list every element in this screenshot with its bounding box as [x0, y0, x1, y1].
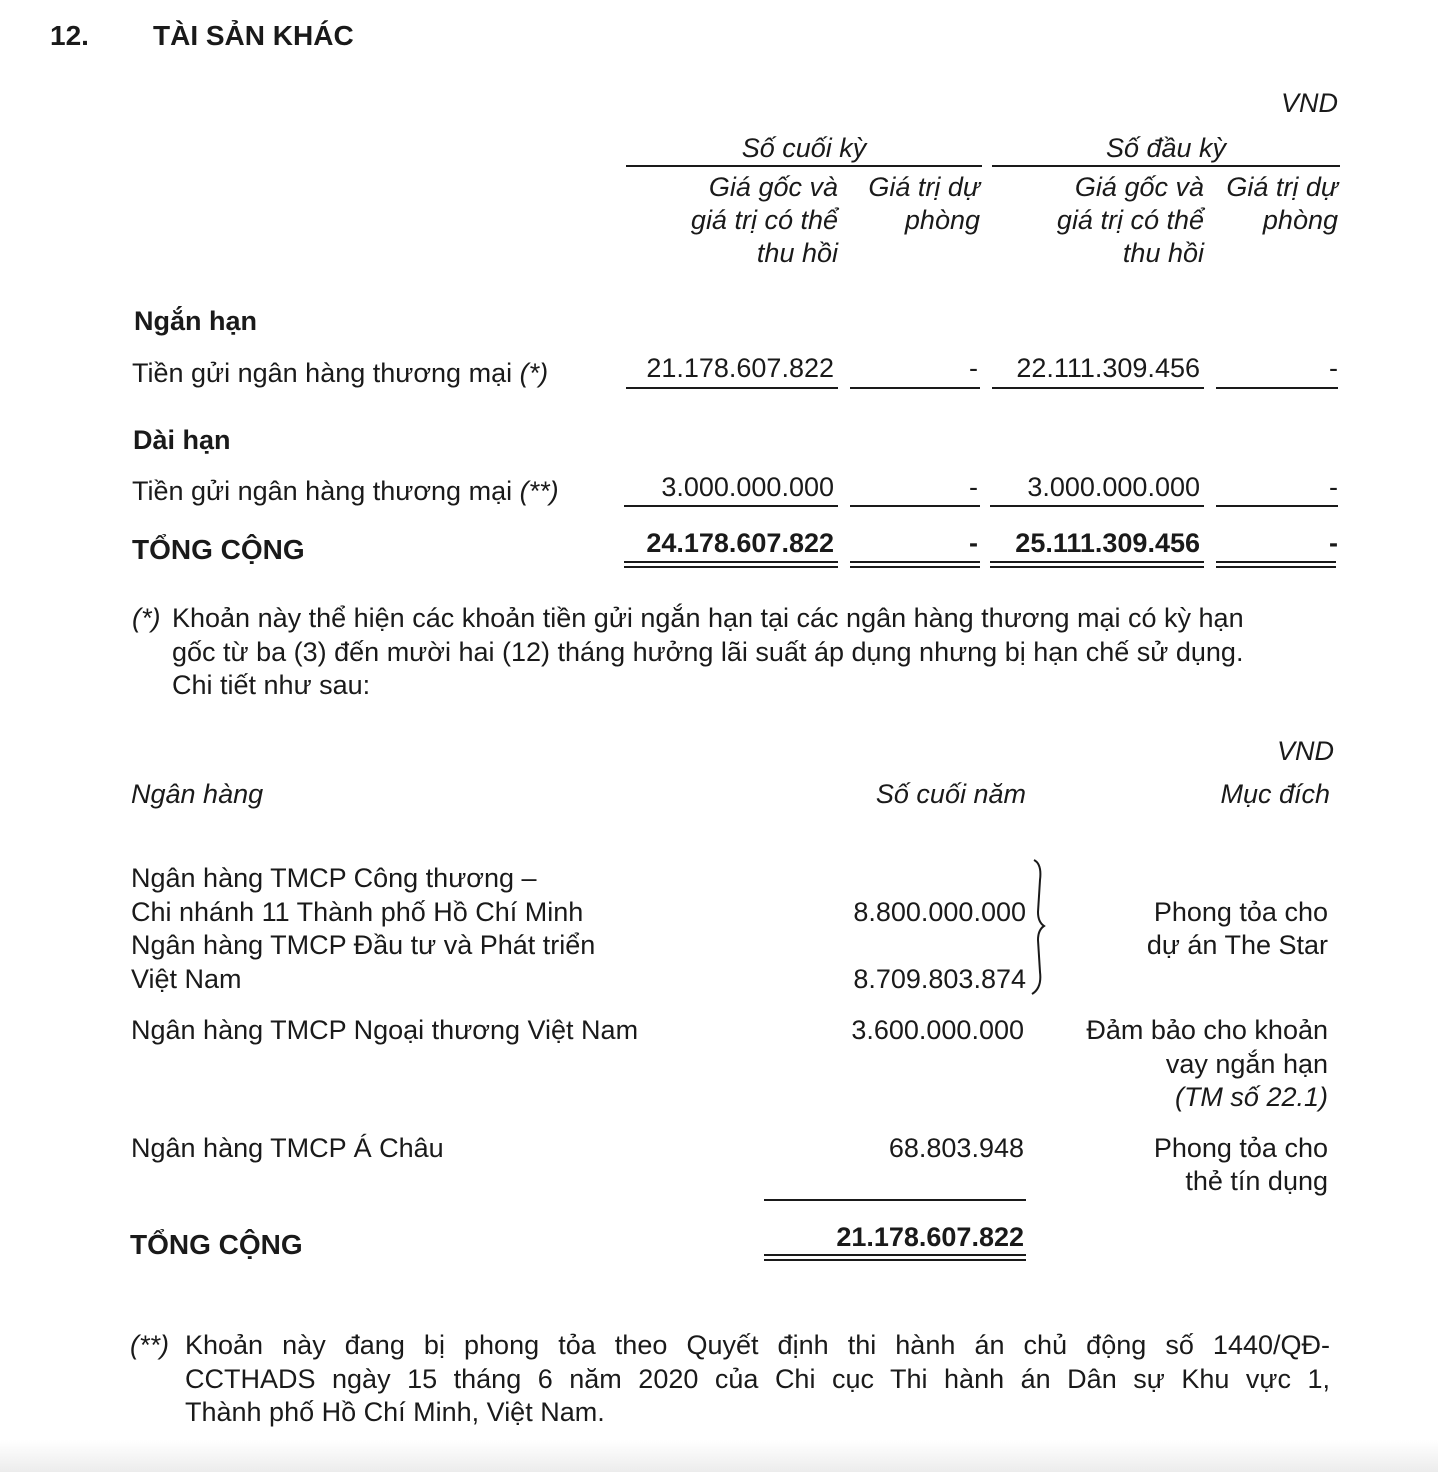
row-label-text: Tiền gửi ngân hàng thương mại [132, 476, 513, 506]
short-term-row-label [132, 358, 548, 389]
note2-line2: CCTHADS ngày 15 tháng 6 năm 2020 của Chi cục Thi hành án Dân sự Khu vực 1, [185, 1364, 1330, 1394]
col-header-provision-end-l1: Giá trị dự [868, 172, 980, 202]
note-mark: (**) [519, 476, 559, 506]
col-header-purpose: Mục đích [1220, 779, 1330, 809]
purpose-row12-line2: dự án The Star [1146, 930, 1328, 960]
short-term-begin-cost: 22.111.309.456 [1016, 353, 1200, 383]
total2-label: TỔNG CỘNG [130, 1229, 303, 1260]
rule [1216, 566, 1336, 568]
rule [1216, 505, 1338, 507]
col-header-bank: Ngân hàng [131, 779, 264, 809]
rule [624, 505, 838, 507]
amount-row3: 3.600.000.000 [851, 1015, 1024, 1045]
total-end-cost: 24.178.607.822 [646, 528, 834, 558]
bank-row3: Ngân hàng TMCP Ngoại thương Việt Nam [131, 1015, 639, 1045]
note2-mark: (**) [130, 1330, 169, 1360]
col-header-cost-begin-l1: Giá gốc và [1074, 172, 1204, 202]
long-term-end-cost: 3.000.000.000 [661, 472, 834, 502]
long-term-begin-cost: 3.000.000.000 [1027, 472, 1200, 502]
total-label: TỔNG CỘNG [132, 534, 305, 565]
col-header-amount: Số cuối năm [875, 779, 1026, 809]
rule [764, 1254, 1026, 1256]
col-header-provision-begin-l1: Giá trị dự [1226, 172, 1338, 202]
rule [992, 387, 1204, 389]
amount-row4: 68.803.948 [888, 1133, 1024, 1163]
note1-line2: gốc từ ba (3) đến mười hai (12) tháng hưởng lãi suất áp dụng nhưng bị hạn chế sử dụng. [172, 637, 1244, 667]
long-term-end-provision: - [969, 472, 978, 502]
bank-row1-line1: Ngân hàng TMCP Công thương – [131, 863, 537, 893]
rule [1216, 387, 1338, 389]
section-title: TÀI SẢN KHÁC [153, 20, 354, 51]
rule [626, 387, 838, 389]
group-header-end: Số cuối kỳ [741, 133, 867, 163]
total-end-provision: - [969, 528, 978, 558]
rule [624, 561, 838, 563]
long-term-row-label [132, 476, 559, 507]
section-number: 12. [50, 20, 89, 51]
col-header-provision-begin-l2: phòng [1262, 205, 1338, 235]
group-underline-end [626, 165, 982, 167]
rule [850, 505, 980, 507]
long-term-begin-provision: - [1329, 472, 1338, 502]
col-header-cost-end-l3: thu hồi [756, 238, 838, 268]
bank-row4: Ngân hàng TMCP Á Châu [131, 1133, 444, 1163]
purpose-row3-line2: vay ngắn hạn [1165, 1049, 1328, 1079]
col-header-cost-end-l2: giá trị có thể [690, 205, 838, 235]
rule [624, 566, 838, 568]
purpose-row4-line2: thẻ tín dụng [1185, 1166, 1328, 1196]
rule [850, 561, 980, 563]
group-underline-begin [992, 165, 1340, 167]
brace-icon [1020, 856, 1056, 996]
note1-line1: Khoản này thể hiện các khoản tiền gửi ngắn hạn tại các ngân hàng thương mại có kỳ hạn [172, 603, 1244, 633]
row-label-text: Tiền gửi ngân hàng thương mại [132, 358, 513, 388]
short-term-end-provision: - [969, 353, 978, 383]
rule [990, 505, 1204, 507]
bank-row2-line1: Ngân hàng TMCP Đầu tư và Phát triển [131, 930, 596, 960]
bank-row1-line2: Chi nhánh 11 Thành phố Hồ Chí Minh [131, 897, 584, 927]
group-header-begin: Số đầu kỳ [1105, 133, 1227, 163]
total-begin-cost: 25.111.309.456 [1015, 528, 1200, 558]
page-edge [0, 1440, 1438, 1472]
bank-row2-line2: Việt Nam [131, 964, 242, 994]
rule [850, 566, 980, 568]
note2-line1: Khoản này đang bị phong tỏa theo Quyết định thi hành án chủ động số 1440/QĐ- [185, 1330, 1330, 1360]
note-mark: (*) [519, 358, 549, 388]
total-begin-provision: - [1329, 528, 1338, 558]
col-header-provision-end-l2: phòng [904, 205, 980, 235]
rule [990, 561, 1204, 563]
note1-line3: Chi tiết như sau: [172, 670, 371, 700]
purpose-row3-line1: Đảm bảo cho khoản [1086, 1015, 1328, 1045]
note1-mark: (*) [132, 603, 161, 633]
short-term-begin-provision: - [1329, 353, 1338, 383]
amount-row1: 8.800.000.000 [853, 897, 1026, 927]
rule [990, 566, 1204, 568]
col-header-cost-begin-l2: giá trị có thể [1056, 205, 1204, 235]
unit-label: VND [1280, 88, 1338, 118]
short-term-heading: Ngắn hạn [134, 306, 258, 336]
col-header-cost-begin-l3: thu hồi [1122, 238, 1204, 268]
col-header-cost-end-l1: Giá gốc và [708, 172, 838, 202]
rule [764, 1259, 1026, 1261]
purpose-row4-line1: Phong tỏa cho [1153, 1133, 1328, 1163]
unit-label-2: VND [1276, 736, 1334, 766]
rule [764, 1199, 1026, 1201]
rule [850, 387, 980, 389]
amount-row2: 8.709.803.874 [853, 964, 1026, 994]
rule [1216, 561, 1336, 563]
total2-amount: 21.178.607.822 [836, 1222, 1024, 1252]
purpose-row3-line3: (TM số 22.1) [1174, 1082, 1328, 1112]
purpose-row12-line1: Phong tỏa cho [1153, 897, 1328, 927]
note2-line3: Thành phố Hồ Chí Minh, Việt Nam. [185, 1397, 605, 1427]
long-term-heading: Dài hạn [133, 425, 231, 455]
short-term-end-cost: 21.178.607.822 [646, 353, 834, 383]
